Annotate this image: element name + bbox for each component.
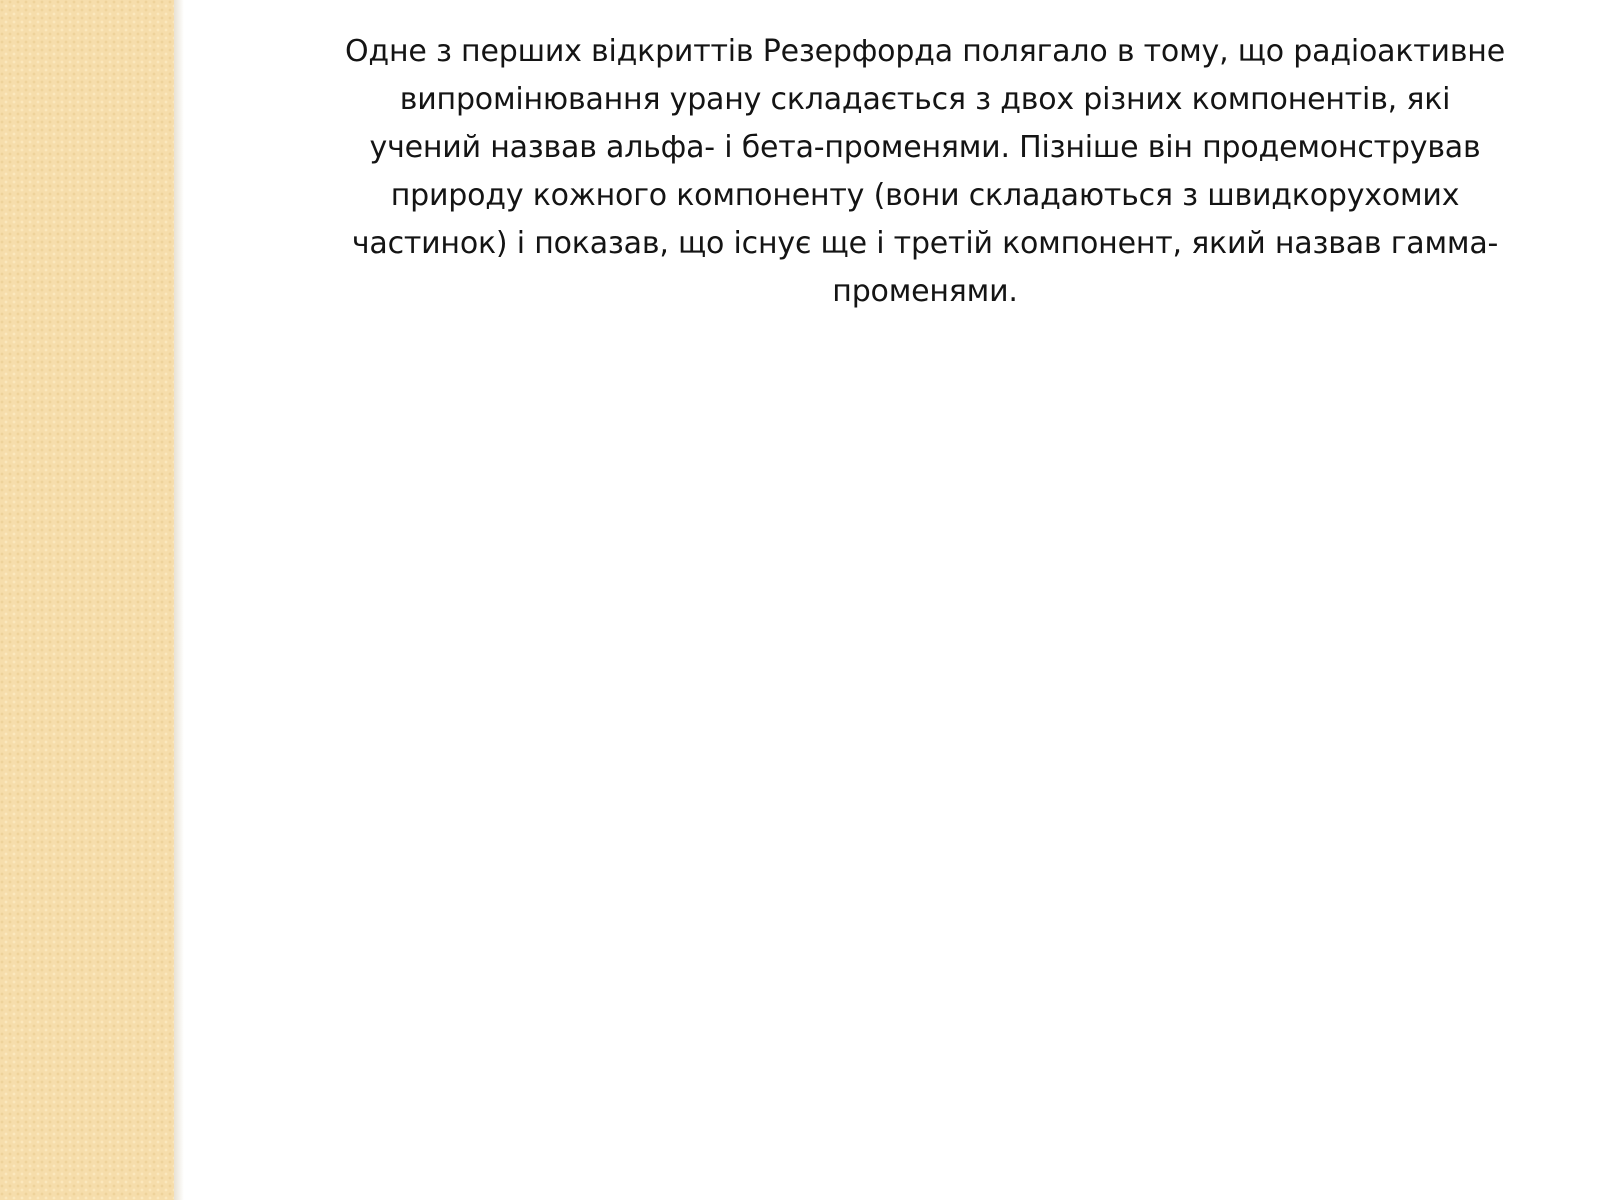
text-line: природу кожного компоненту (вони складаються з швидкорухомих xyxy=(390,178,1460,213)
side-band-shadow xyxy=(174,0,184,1200)
text-line: променями. xyxy=(832,274,1018,309)
slide-body-text xyxy=(280,28,1570,316)
decorative-side-band xyxy=(0,0,174,1200)
text-line: частинок) і показав, що існує ще і третій компонент, який назвав гамма- xyxy=(351,226,1499,261)
text-line: Одне з перших відкриттів Резерфорда полягало в тому, що радіоактивне xyxy=(345,34,1505,69)
text-line: учений назвав альфа- і бета-променями. Пізніше він продемонстрував xyxy=(369,130,1481,165)
text-line: випромінювання урану складається з двох різних компонентів, які xyxy=(399,82,1451,117)
